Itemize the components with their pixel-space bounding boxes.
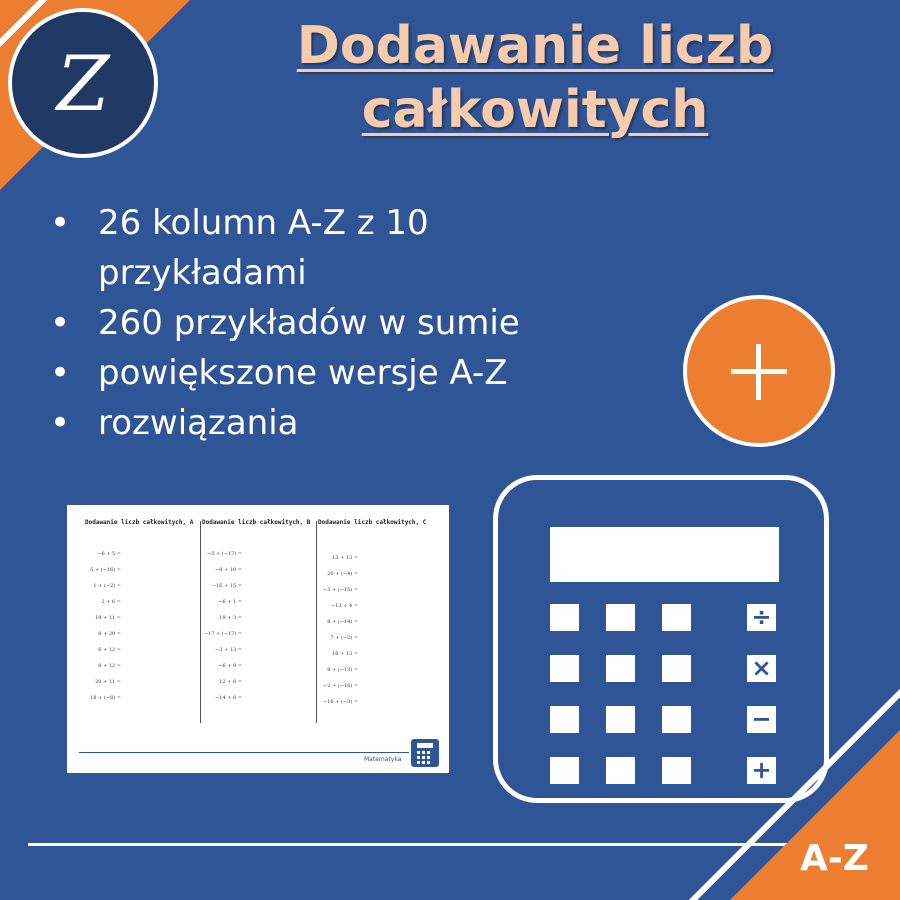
calculator-key (606, 706, 635, 733)
feature-list (50, 198, 610, 448)
calculator-key (606, 604, 635, 631)
calculator-key (550, 655, 579, 682)
divide-icon: ÷ (747, 604, 776, 631)
worksheet-example: −16 + (−3) = (323, 699, 358, 705)
plus-key-icon: + (747, 757, 776, 784)
feature-item: • 260 przykładów w sumie (50, 298, 610, 348)
worksheet-column-title: Dodawanie liczb całkowitych, B (202, 519, 311, 526)
worksheet-column-c (316, 519, 436, 727)
title-line-2: całkowitych (361, 80, 709, 140)
calculator-key (662, 655, 691, 682)
worksheet-example: −3 + (−15) = (323, 587, 358, 593)
feature-item: • powiększone wersje A-Z (50, 348, 610, 398)
worksheet-example: 12 + 8 = (219, 679, 242, 685)
calculator-key (550, 604, 579, 631)
letter-badge (8, 8, 158, 158)
calculator-screen (550, 527, 779, 582)
worksheet-example: 6 + 12 = (98, 647, 121, 653)
worksheet-column-b (200, 519, 320, 727)
multiply-icon: × (747, 655, 776, 682)
corner-label: A-Z (800, 838, 869, 879)
worksheet-example: −16 + 15 = (211, 583, 242, 589)
bottom-divider (28, 843, 788, 846)
worksheet-example: 9 + (−13) = (327, 667, 358, 673)
title-line-1: Dodawanie liczb (296, 16, 774, 76)
calculator-key (662, 757, 691, 784)
worksheet-example: −6 + 5 = (97, 551, 121, 557)
plus-icon (683, 295, 835, 447)
page-title (270, 14, 800, 142)
calculator-icon (411, 739, 439, 767)
worksheet-column-a (67, 519, 194, 727)
minus-icon: − (747, 706, 776, 733)
worksheet-example: 19 + 11 = (95, 615, 121, 621)
worksheet-preview (67, 505, 449, 773)
worksheet-example: −6 + 1 = (218, 599, 242, 605)
calculator-key (550, 757, 579, 784)
worksheet-example: −2 + (−16) = (323, 683, 358, 689)
worksheet-example: 19 + 3 = (219, 615, 242, 621)
calculator-key (606, 757, 635, 784)
worksheet-example: 5 + (−16) = (90, 567, 121, 573)
worksheet-example: 8 + 12 = (98, 663, 121, 669)
worksheet-example: −3 + 13 = (215, 647, 242, 653)
worksheet-example: 13 + 13 = (332, 555, 358, 561)
worksheet-example: 1 + (−2) = (93, 583, 121, 589)
worksheet-example: −17 + (−17) = (203, 631, 242, 637)
calculator-key (662, 706, 691, 733)
worksheet-example: 18 + (−8) = (90, 695, 121, 701)
calculator-key (662, 604, 691, 631)
worksheet-example: 7 + (−2) = (330, 635, 358, 641)
feature-item: • 26 kolumn A-Z z 10 przykładami (50, 198, 610, 298)
worksheet-example: 8 + (−14) = (327, 619, 358, 625)
worksheet-example: 16 + 13 = (332, 651, 358, 657)
worksheet-example: −13 + 4 = (331, 603, 358, 609)
worksheet-column-title: Dodawanie liczb całkowitych, A (85, 519, 194, 526)
letter-badge-text: Z (56, 38, 110, 128)
worksheet-example: −5 + (−17) = (207, 551, 242, 557)
worksheet-example: 8 + 20 = (98, 631, 121, 637)
calculator-key (606, 655, 635, 682)
plus-icon-vertical (756, 344, 761, 400)
worksheet-example: 20 + 11 = (95, 679, 121, 685)
worksheet-footer-rule (79, 752, 409, 753)
worksheet-example: 2 + 6 = (101, 599, 121, 605)
feature-item: • rozwiązania (50, 398, 610, 448)
worksheet-example: 20 + (−4) = (327, 571, 358, 577)
worksheet-example: −6 + 9 = (218, 663, 242, 669)
worksheet-example: −14 + 8 = (215, 695, 242, 701)
calculator-key (550, 706, 579, 733)
worksheet-column-title: Dodawanie liczb całkowitych, C (318, 519, 427, 526)
worksheet-example: −8 + 10 = (215, 567, 242, 573)
worksheet-footer-label: Matematyka (364, 756, 402, 763)
